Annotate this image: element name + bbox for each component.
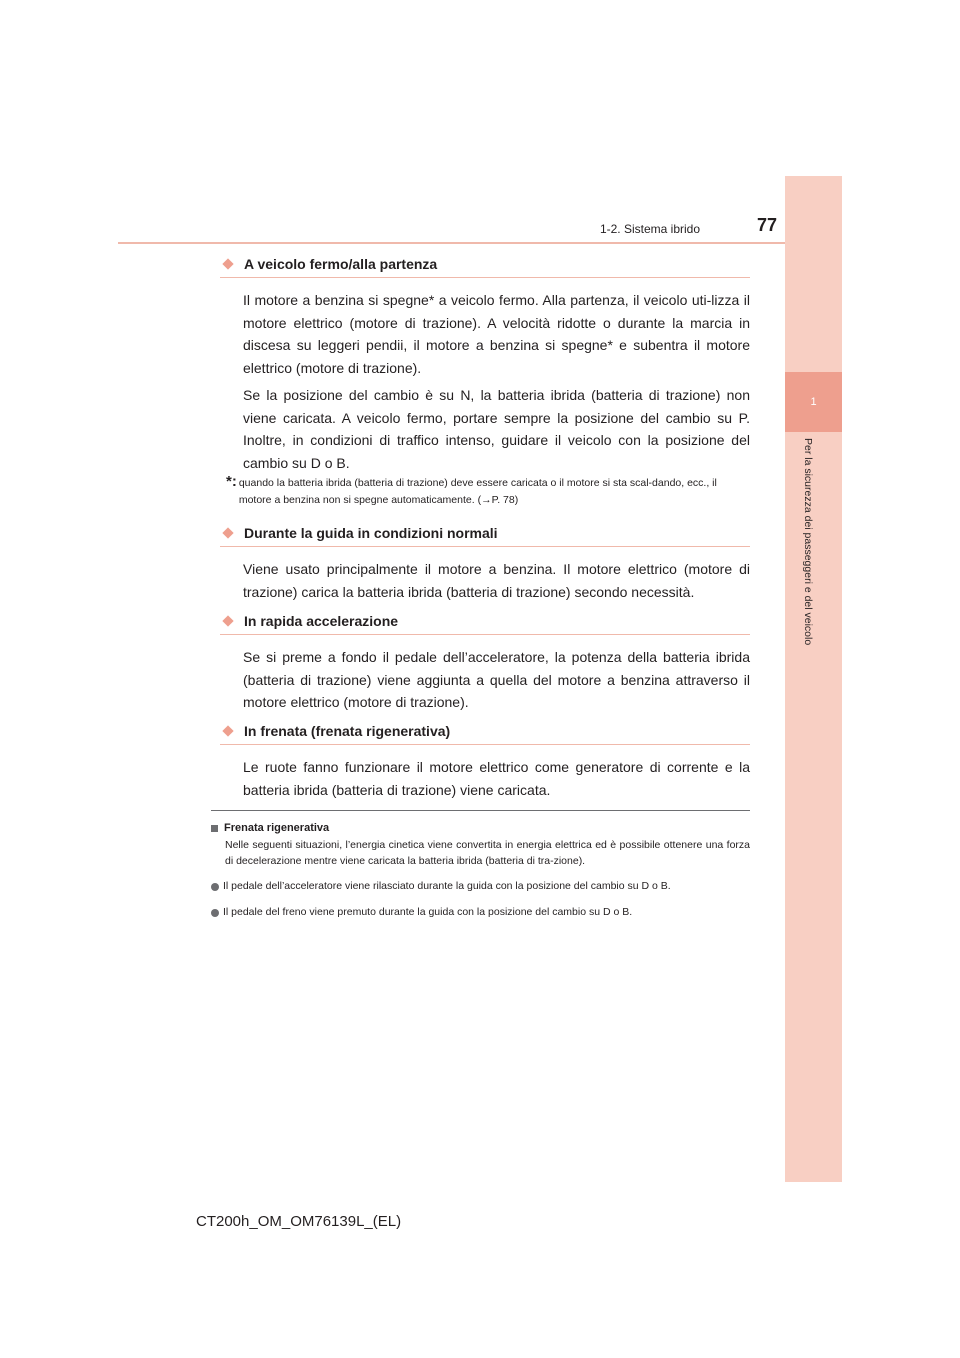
diamond-bullet-icon (222, 258, 233, 269)
chapter-title-vertical: Per la sicurezza dei passeggeri e del veicolo (802, 438, 814, 646)
section-heading (220, 723, 750, 745)
section-stationary (220, 256, 750, 474)
section-normal-driving (220, 525, 750, 603)
list-item (211, 879, 750, 895)
note-paragraph: Nelle seguenti situazioni, l’energia cinetica viene convertita in energia elettrica ed è possibile ottenere una forza di decelerazione mentre viene caricata la batteria ibrida (batteria di tra-zione). (225, 839, 750, 867)
header-rule (118, 242, 785, 244)
section-heading-text: A veicolo fermo/alla partenza (244, 256, 438, 272)
square-bullet-icon (211, 825, 218, 832)
paragraph: Se la posizione del cambio è su N, la batteria ibrida (batteria di trazione) non viene caricata. A veicolo fermo, portare sempre la posizione del cambio su P. Inoltre, in condizioni di traffico intenso, guidare il veicolo con la posizione del cambio su D o B. (243, 387, 750, 471)
chapter-number-tab (785, 372, 842, 432)
circle-bullet-icon (211, 909, 219, 917)
section-header: 1-2. Sistema ibrido (599, 222, 700, 236)
section-acceleration (220, 613, 750, 714)
chapter-number: 1 (810, 396, 817, 408)
footnote (226, 475, 746, 509)
diamond-bullet-icon (222, 615, 233, 626)
note-regenerative-braking (211, 822, 750, 920)
circle-bullet-icon (211, 883, 219, 891)
footnote-text: quando la batteria ibrida (batteria di trazione) deve essere caricata o il motore si sta scal-dando, ecc., il motore a benzina non si spegne automaticamente. (→P. 78) (238, 477, 717, 506)
section-heading (220, 525, 750, 547)
diamond-bullet-icon (222, 527, 233, 538)
note-title-text: Frenata rigenerativa (224, 822, 330, 834)
section-heading-text: In frenata (frenata rigenerativa) (244, 723, 451, 739)
section-heading-text: Durante la guida in condizioni normali (244, 525, 498, 541)
section-divider (211, 810, 750, 811)
document-code: CT200h_OM_OM76139L_(EL) (196, 1213, 402, 1230)
section-regenerative-braking (220, 723, 750, 801)
section-heading (220, 256, 750, 278)
section-heading (220, 613, 750, 635)
section-heading-text: In rapida accelerazione (244, 613, 399, 629)
paragraph: Viene usato principalmente il motore a benzina. Il motore elettrico (motore di trazione) carica la batteria ibrida (batteria di trazione) secondo necessità. (243, 561, 750, 600)
footnote-mark: *: (226, 473, 237, 490)
diamond-bullet-icon (222, 725, 233, 736)
paragraph: Il motore a benzina si spegne* a veicolo fermo. Alla partenza, il veicolo uti-lizza il motore elettrico (motore di trazione). A velocità ridotte o durante la marcia in discesa su leggeri pendii, il motore a benzina si spegne* e subentra il motore elettrico (motore di trazione). (243, 292, 750, 376)
page-number: 77 (756, 215, 777, 235)
note-title (211, 822, 750, 834)
list-item-text: Il pedale dell’acceleratore viene rilasciato durante la guida con la posizione del cambio su D o B. (223, 880, 671, 892)
list-item-text: Il pedale del freno viene premuto durante la guida con la posizione del cambio su D o B. (223, 905, 633, 918)
list-item (211, 905, 750, 921)
paragraph: Se si preme a fondo il pedale dell’acceleratore, la potenza della batteria ibrida (batteria di trazione) viene aggiunta a quella del motore a benzina attraverso il motore elettrico (motore di trazione). (243, 649, 750, 710)
paragraph: Le ruote fanno funzionare il motore elettrico come generatore di corrente e la batteria ibrida (batteria di trazione) viene caricata. (243, 759, 750, 798)
